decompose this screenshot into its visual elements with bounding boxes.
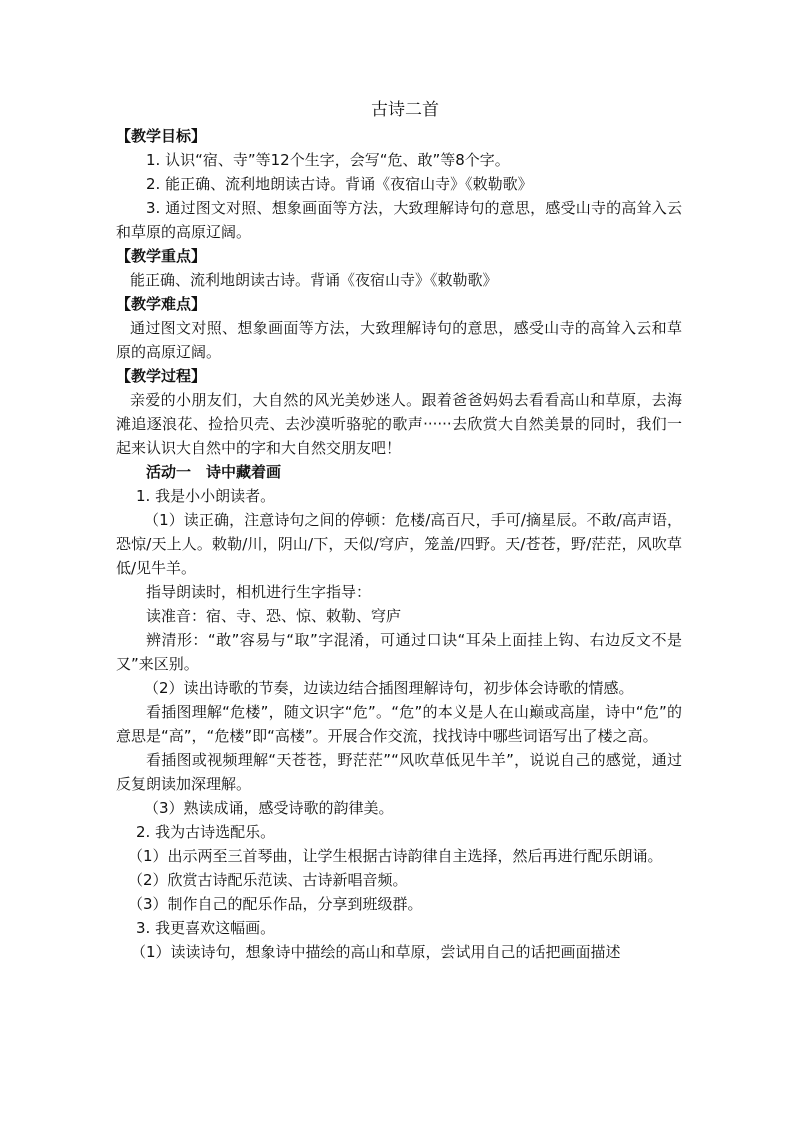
list-item: 1. 我是小小朗读者。	[136, 487, 276, 505]
process-heading: 【教学过程】	[116, 367, 207, 385]
distinguish-text: 辨清形：“敢”容易与“取”字混淆，可通过口诀“耳朵上面挂上钩、右边反文不是又”来区别。	[116, 631, 682, 673]
activity-title: 活动一 诗中藏着画	[146, 463, 282, 481]
guide-text: 指导朗读时，相机进行生字指导：	[146, 583, 372, 601]
list-item: （3）熟读成诵，感受诗歌的韵律美。	[144, 799, 394, 817]
difficulty-text: 通过图文对照、想象画面等方法，大致理解诗句的意思，感受山寺的高耸入云和草原的高原辽阔。	[116, 319, 682, 361]
difficulty-heading: 【教学难点】	[116, 295, 207, 313]
list-item: （3）制作自己的配乐作品，分享到班级群。	[128, 895, 423, 913]
objective-item: 2. 能正确、流利地朗读古诗。背诵《夜宿山寺》《敕勒歌》	[146, 175, 533, 193]
illustration-text: 看插图理解“危楼”，随文识字“危”。“危”的本义是人在山巅或高崖，诗中“危”的意思是“高”，“危楼”即“高楼”。开展合作交流，找找诗中哪些词语写出了楼之高。	[116, 703, 682, 745]
list-item: （1）出示两至三首琴曲，让学生根据古诗韵律自主选择，然后再进行配乐朗诵。	[128, 847, 663, 865]
objective-item: 1. 认识“宿、寺”等12个生字，会写“危、敢”等8个字。	[146, 151, 510, 169]
list-item: 2. 我为古诗选配乐。	[136, 823, 276, 841]
intro-text: 亲爱的小朋友们，大自然的风光美妙迷人。跟着爸爸妈妈去看看高山和草原，去海滩追逐浪花、捡拾贝壳、去沙漠听骆驼的歌声······去欣赏大自然美景的同时，我们一起来认识大自然中的字和大自然交朋友吧！	[116, 391, 682, 457]
list-item: （2）读出诗歌的节奏，边读边结合插图理解诗句，初步体会诗歌的情感。	[144, 679, 634, 697]
pronounce-text: 读准音：宿、寺、恐、惊、敕勒、穹庐	[146, 607, 402, 625]
document-body	[116, 96, 682, 964]
objectives-heading: 【教学目标】	[116, 127, 207, 145]
list-item: （1）读正确，注意诗句之间的停顿：危楼/高百尺，手可/摘星辰。不敢/高声语，恐惊/天上人。敕勒/川，阴山/下，天似/穹庐，笼盖/四野。天/苍苍，野/茫茫，风吹草低/见牛羊。	[116, 511, 682, 577]
objective-item: 3. 通过图文对照、想象画面等方法，大致理解诗句的意思，感受山寺的高耸入云和草原的高原辽阔。	[116, 199, 682, 241]
video-text: 看插图或视频理解“天苍苍，野茫茫”“风吹草低见牛羊”，说说自己的感觉，通过反复朗读加深理解。	[116, 751, 682, 793]
list-item: （1）读读诗句，想象诗中描绘的高山和草原，尝试用自己的话把画面描述	[131, 943, 621, 961]
list-item: （2）欣赏古诗配乐范读、古诗新唱音频。	[128, 871, 408, 889]
focus-text: 能正确、流利地朗读古诗。背诵《夜宿山寺》《敕勒歌》	[130, 271, 498, 289]
focus-heading: 【教学重点】	[116, 247, 207, 265]
list-item: 3. 我更喜欢这幅画。	[136, 919, 276, 937]
page-title: 古诗二首	[371, 100, 439, 120]
